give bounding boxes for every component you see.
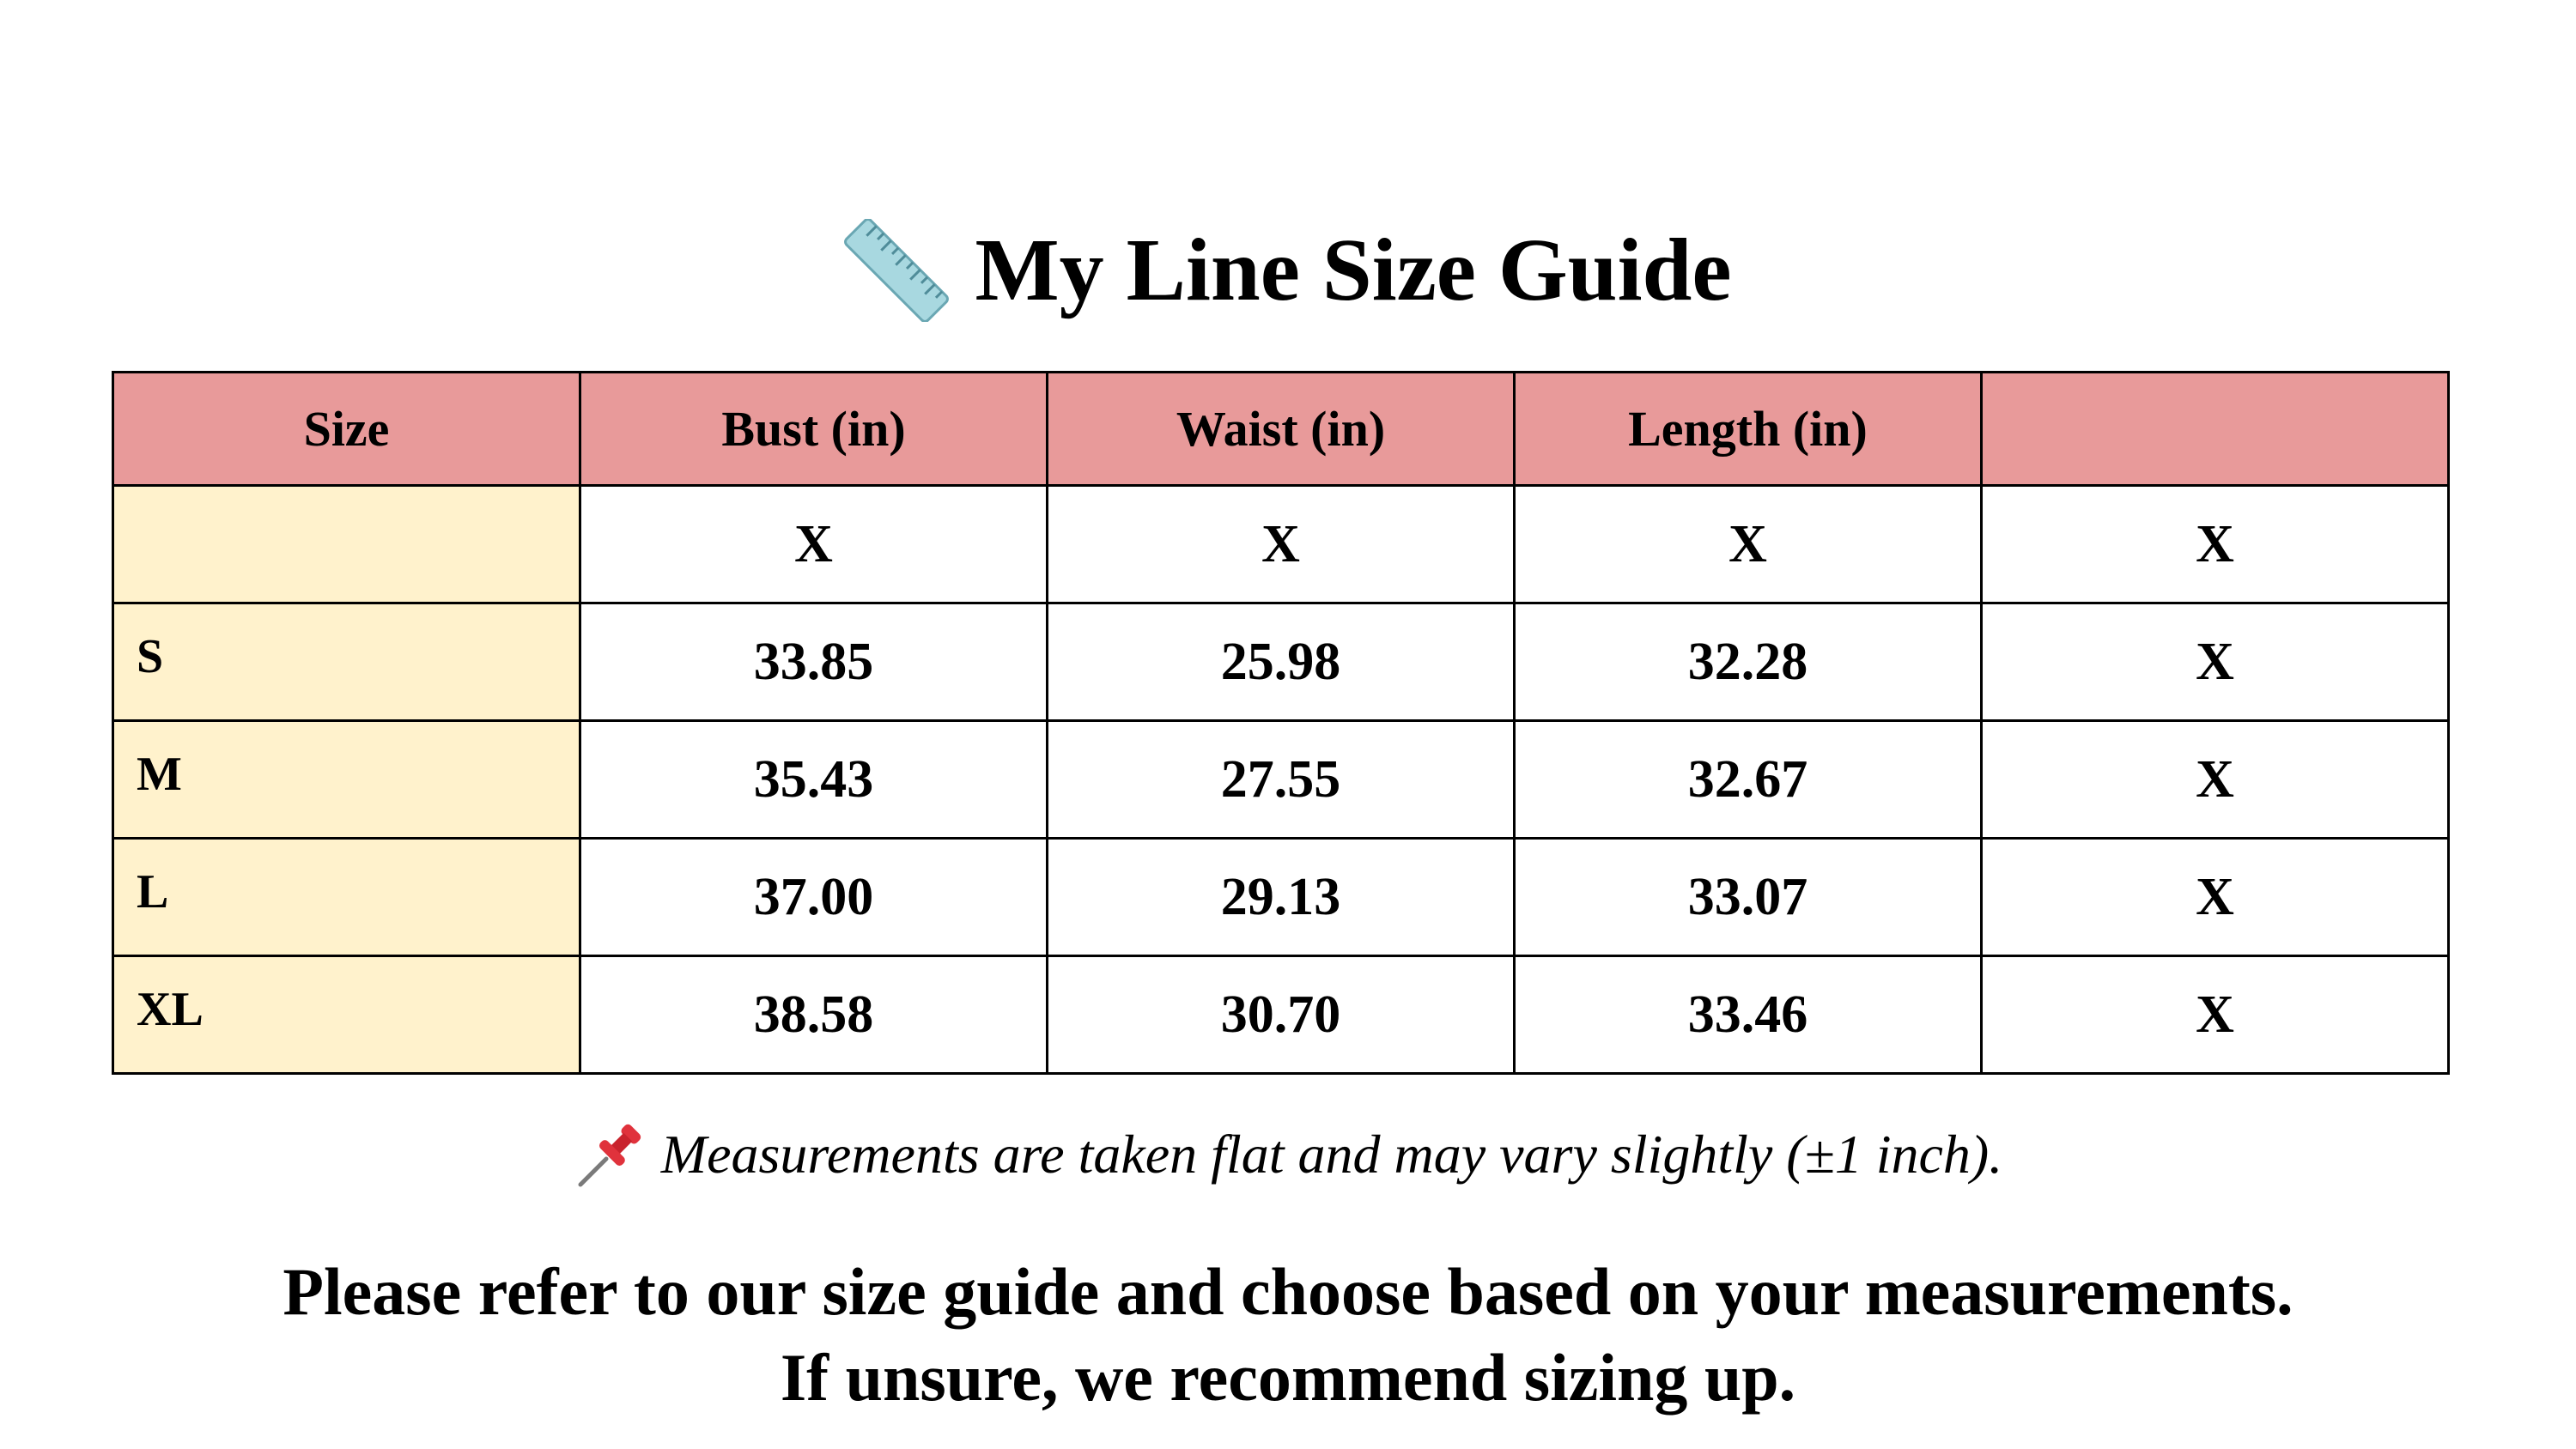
page-title-text: My Line Size Guide	[975, 221, 1732, 319]
ruler-icon	[844, 219, 949, 322]
pushpin-icon	[574, 1118, 647, 1191]
length-cell: 33.07	[1515, 839, 1982, 956]
page-title	[0, 219, 2576, 322]
size-cell	[113, 486, 580, 603]
header-waist: Waist (in)	[1048, 373, 1515, 486]
table-row	[113, 839, 2449, 956]
extra-cell: X	[1982, 603, 2449, 721]
header-bust: Bust (in)	[580, 373, 1048, 486]
length-cell: 32.28	[1515, 603, 1982, 721]
table-header-row	[113, 373, 2449, 486]
length-cell: 33.46	[1515, 956, 1982, 1074]
footer-line-2: If unsure, we recommend sizing up.	[780, 1340, 1796, 1415]
extra-cell: X	[1982, 721, 2449, 839]
extra-cell: X	[1982, 956, 2449, 1074]
measurement-note	[0, 1116, 2576, 1193]
bust-cell: 37.00	[580, 839, 1048, 956]
bust-cell: 35.43	[580, 721, 1048, 839]
size-cell: XL	[113, 956, 580, 1074]
size-cell: L	[113, 839, 580, 956]
footer-line-1: Please refer to our size guide and choose based on your measurements.	[283, 1254, 2293, 1329]
extra-cell: X	[1982, 839, 2449, 956]
waist-cell: 25.98	[1048, 603, 1515, 721]
waist-cell: X	[1048, 486, 1515, 603]
size-table	[112, 371, 2450, 1075]
table-row	[113, 956, 2449, 1074]
bust-cell: 38.58	[580, 956, 1048, 1074]
size-cell: S	[113, 603, 580, 721]
table-row	[113, 721, 2449, 839]
length-cell: 32.67	[1515, 721, 1982, 839]
table-row	[113, 603, 2449, 721]
waist-cell: 29.13	[1048, 839, 1515, 956]
length-cell: X	[1515, 486, 1982, 603]
waist-cell: 27.55	[1048, 721, 1515, 839]
bust-cell: X	[580, 486, 1048, 603]
header-extra	[1982, 373, 2449, 486]
note-text: Measurements are taken flat and may vary slightly (±1 inch).	[660, 1124, 2003, 1185]
waist-cell: 30.70	[1048, 956, 1515, 1074]
table-row	[113, 486, 2449, 603]
header-length: Length (in)	[1515, 373, 1982, 486]
size-cell: M	[113, 721, 580, 839]
extra-cell: X	[1982, 486, 2449, 603]
bust-cell: 33.85	[580, 603, 1048, 721]
header-size: Size	[113, 373, 580, 486]
footer-message	[0, 1249, 2576, 1421]
